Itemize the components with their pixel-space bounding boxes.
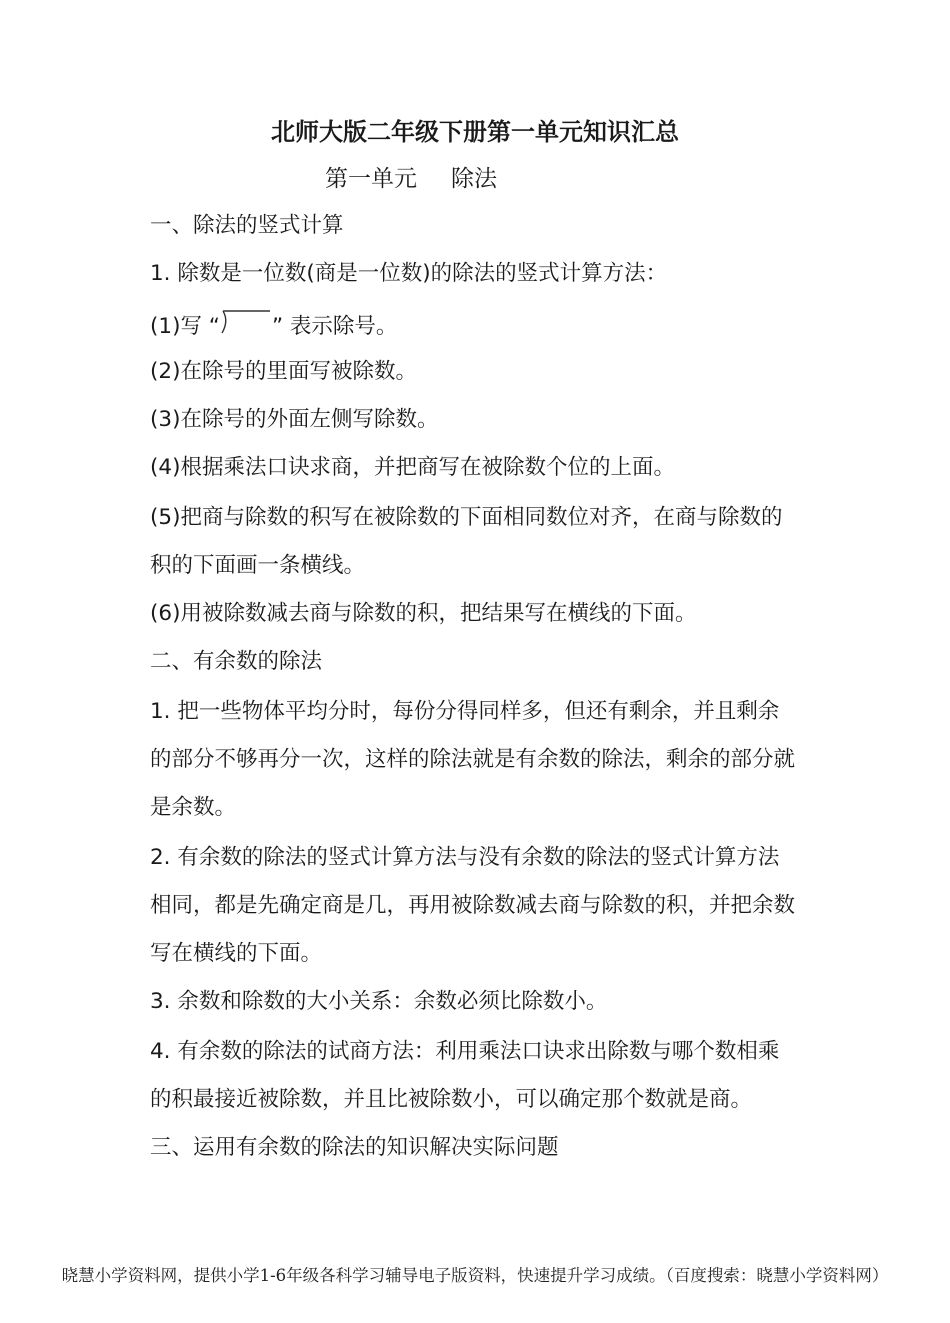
unit-topic: 除法 — [451, 166, 497, 192]
text-line: 2. 有余数的除法的竖式计算方法与没有余数的除法的竖式计算方法 — [150, 845, 780, 870]
long-division-bracket-icon — [220, 309, 272, 337]
text-line: 是余数。 — [150, 795, 237, 820]
unit-label: 第一单元 — [325, 166, 417, 192]
section-heading-1: 一、除法的竖式计算 — [150, 213, 344, 238]
text-line: 1. 除数是一位数(商是一位数)的除法的竖式计算方法： — [150, 261, 668, 286]
unit-subtitle — [325, 160, 497, 193]
page-footer: 晓慧小学资料网，提供小学1-6年级各科学习辅导电子版资料，快速提升学习成绩。（百度搜索：晓慧小学资料网） — [61, 1266, 889, 1285]
text-line: 1. 把一些物体平均分时，每份分得同样多，但还有剩余，并且剩余 — [150, 699, 780, 724]
text-line: (4)根据乘法口诀求商，并把商写在被除数个位的上面。 — [150, 455, 675, 480]
section-heading-2: 二、有余数的除法 — [150, 649, 323, 674]
text-line: 积的下面画一条横线。 — [150, 553, 366, 578]
text-line-division-symbol — [150, 309, 397, 342]
document-title: 北师大版二年级下册第一单元知识汇总 — [271, 118, 679, 146]
text-line: 3. 余数和除数的大小关系：余数必须比除数小。 — [150, 989, 608, 1014]
text-line: 的部分不够再分一次，这样的除法就是有余数的除法，剩余的部分就 — [150, 747, 796, 772]
text-line: 相同，都是先确定商是几，再用被除数减去商与除数的积，并把余数 — [150, 893, 796, 918]
text-line: 写在横线的下面。 — [150, 941, 323, 966]
section-heading-3: 三、运用有余数的除法的知识解决实际问题 — [150, 1135, 559, 1160]
text-line: (6)用被除数减去商与除数的积，把结果写在横线的下面。 — [150, 601, 697, 626]
text-line: (3)在除号的外面左侧写除数。 — [150, 407, 439, 432]
text-line: 的积最接近被除数，并且比被除数小，可以确定那个数就是商。 — [150, 1087, 753, 1112]
text-line: (5)把商与除数的积写在被除数的下面相同数位对齐，在商与除数的 — [150, 505, 783, 530]
text-fragment: ” 表示除号。 — [271, 314, 398, 339]
text-line: (2)在除号的里面写被除数。 — [150, 359, 417, 384]
text-fragment: (1)写 “ — [150, 314, 220, 339]
text-line: 4. 有余数的除法的试商方法：利用乘法口诀求出除数与哪个数相乘 — [150, 1039, 780, 1064]
